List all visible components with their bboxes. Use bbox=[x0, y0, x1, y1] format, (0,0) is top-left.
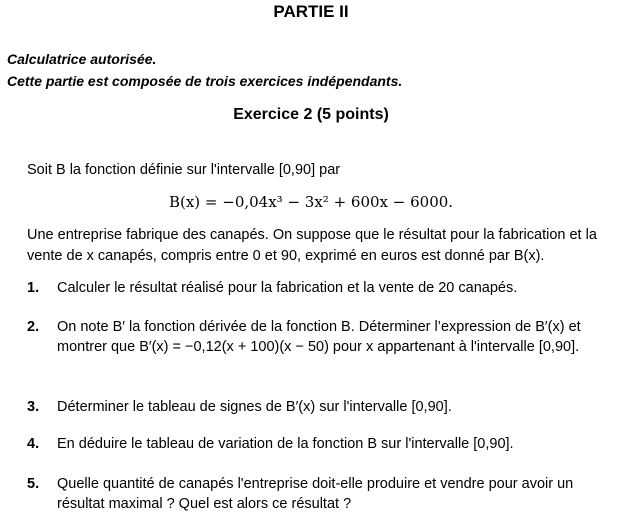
question-text: Calculer le résultat réalisé pour la fabrication et la vente de 20 canapés. bbox=[57, 280, 518, 296]
question-number: 2. bbox=[27, 319, 40, 335]
question-item bbox=[27, 397, 612, 417]
question-item bbox=[27, 474, 612, 514]
question-text: Déterminer le tableau de signes de B′(x) sur l'intervalle [0,90]. bbox=[57, 399, 452, 415]
question-item bbox=[27, 317, 612, 357]
exercise-intro: Soit B la fonction définie sur l'intervalle [0,90] par bbox=[27, 162, 341, 178]
exercise-title: Exercice 2 (5 points) bbox=[233, 106, 389, 123]
page-title: PARTIE II bbox=[273, 2, 349, 21]
question-number: 5. bbox=[27, 476, 40, 492]
calculator-note: Calculatrice autorisée. bbox=[7, 51, 157, 67]
question-item bbox=[27, 278, 612, 298]
part-description-note: Cette partie est composée de trois exercices indépendants. bbox=[7, 73, 403, 89]
question-item bbox=[27, 434, 612, 454]
exercise-context: Une entreprise fabrique des canapés. On suppose que le résultat pour la fabrication et la vente de x canapés, compris entre 0 et 90, exprimé en euros est donné par B(x). bbox=[27, 227, 597, 264]
question-text: En déduire le tableau de variation de la fonction B sur l'intervalle [0,90]. bbox=[57, 436, 514, 452]
question-number: 3. bbox=[27, 399, 40, 415]
question-number: 1. bbox=[27, 280, 40, 296]
question-text: On note B′ la fonction dérivée de la fonction B. Déterminer l’expression de B′(x) et montrer que B′(x) = −0,12(x + 100)(x − 50) pour x appartenant à l'intervalle [0,90]. bbox=[57, 319, 581, 355]
question-number: 4. bbox=[27, 436, 40, 452]
question-text: Quelle quantité de canapés l'entreprise doit-elle produire et vendre pour avoir un résultat maximal ? Quel est alors ce résultat ? bbox=[57, 476, 574, 512]
function-formula: B(x) = −0,04x³ − 3x² + 600x − 6000. bbox=[168, 193, 454, 211]
